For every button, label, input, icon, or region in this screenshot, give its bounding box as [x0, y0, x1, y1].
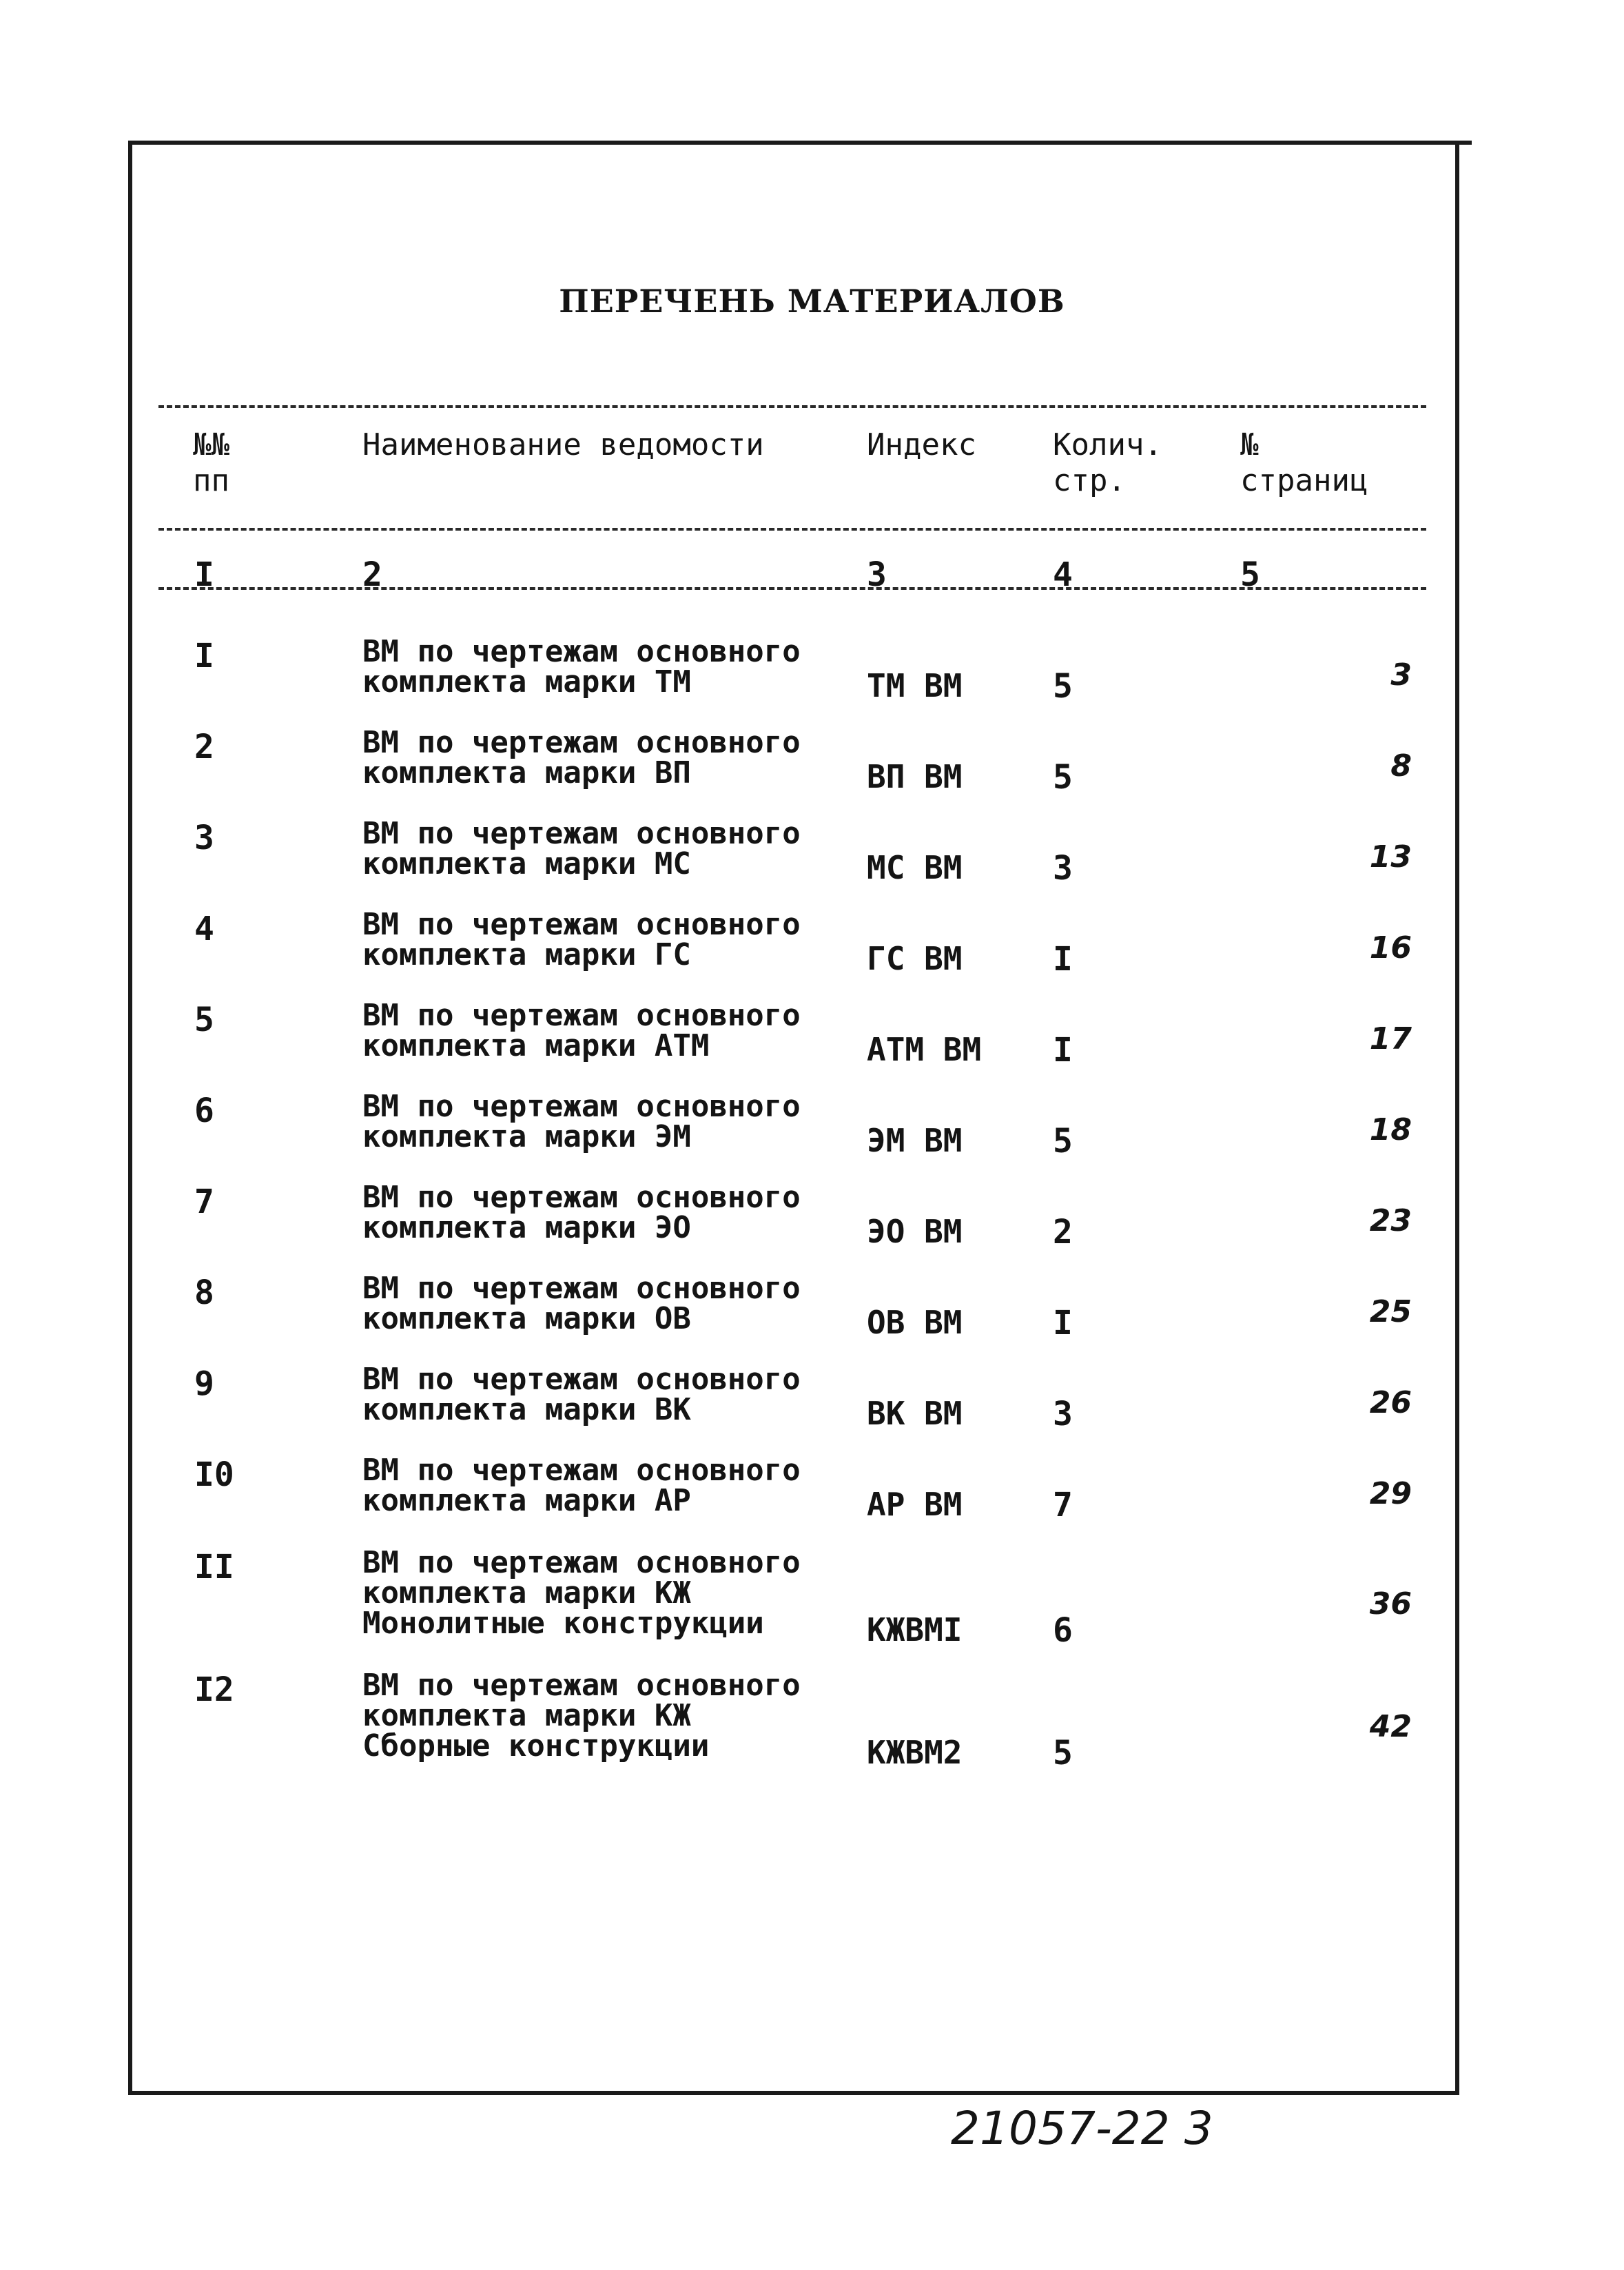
row-name-line: ВМ по чертежам основного	[362, 1545, 801, 1580]
row-index: КЖВМI	[867, 1611, 963, 1648]
col-number-3: 3	[867, 555, 887, 594]
table-row	[0, 1271, 1624, 1363]
row-name-line: комплекта марки ГС	[362, 937, 691, 972]
table-row	[0, 816, 1624, 908]
row-count: I	[1053, 940, 1073, 979]
row-name-line: ВМ по чертежам основного	[362, 1668, 801, 1703]
row-count: I	[1053, 1304, 1073, 1342]
row-name-line: комплекта марки МС	[362, 846, 691, 881]
col-header-no	[193, 427, 229, 499]
row-number: 5	[194, 1001, 214, 1039]
col-header-name: Наименование ведомости	[362, 427, 764, 462]
row-index: ВП ВМ	[867, 758, 963, 795]
table-row	[0, 1364, 1624, 1454]
row-name	[362, 1455, 845, 1516]
row-name-line: ВМ по чертежам основного	[362, 816, 801, 851]
table-row	[0, 998, 1624, 1090]
table-row	[0, 1545, 1624, 1650]
row-index: АТМ ВМ	[867, 1031, 982, 1068]
col-header-page-line1: №	[1240, 427, 1259, 462]
row-name	[362, 998, 845, 1063]
document-stamp: 21057-22 3	[951, 2102, 1213, 2155]
row-number: 3	[194, 819, 214, 857]
row-page: 13	[1369, 839, 1412, 875]
col-header-index: Индекс	[867, 427, 976, 462]
row-index: ВК ВМ	[867, 1395, 963, 1432]
table-row	[0, 725, 1624, 817]
row-count: 3	[1053, 849, 1073, 888]
row-name-line: ВМ по чертежам основного	[362, 1180, 801, 1215]
row-name-line: комплекта марки ЭМ	[362, 1119, 691, 1154]
header-bottom-rule	[158, 528, 1426, 538]
row-count: 5	[1053, 1122, 1073, 1160]
frame-corner-mark	[1459, 141, 1472, 145]
row-page: 23	[1369, 1203, 1412, 1238]
row-number: I0	[194, 1455, 234, 1494]
row-page: 8	[1390, 748, 1412, 784]
row-name	[362, 1271, 845, 1336]
row-name-line: ВМ по чертежам основного	[362, 998, 801, 1033]
row-name	[362, 1364, 845, 1425]
row-page: 42	[1369, 1709, 1412, 1744]
row-name	[362, 725, 845, 790]
row-name-line: комплекта марки ВП	[362, 755, 691, 790]
row-index: ОВ ВМ	[867, 1304, 963, 1341]
col-number-1: I	[194, 555, 214, 594]
col-header-page-line2: страниц	[1240, 463, 1368, 498]
row-page: 26	[1369, 1385, 1412, 1420]
row-name-line: комплекта марки АР	[362, 1483, 691, 1518]
row-name	[362, 634, 845, 699]
table-row	[0, 1089, 1624, 1181]
row-name-line: Монолитные конструкции	[362, 1606, 764, 1641]
row-number: 2	[194, 728, 214, 766]
row-number: 6	[194, 1092, 214, 1130]
row-name-line: комплекта марки ЭО	[362, 1210, 691, 1245]
col-header-count	[1053, 427, 1162, 499]
col-header-count-line1: Колич.	[1053, 427, 1162, 462]
row-name	[362, 1545, 845, 1641]
col-number-2: 2	[362, 555, 382, 594]
row-name	[362, 1180, 845, 1245]
row-page: 3	[1390, 657, 1412, 693]
row-count: 6	[1053, 1611, 1073, 1650]
col-header-page	[1240, 427, 1368, 499]
col-header-count-line2: стр.	[1053, 463, 1126, 498]
row-index: ГС ВМ	[867, 940, 963, 977]
row-count: 5	[1053, 1734, 1073, 1772]
row-page: 16	[1369, 930, 1412, 965]
row-name	[362, 1089, 845, 1154]
row-name-line: комплекта марки КЖ	[362, 1698, 691, 1733]
row-index: МС ВМ	[867, 849, 963, 886]
col-number-4: 4	[1053, 555, 1073, 594]
table-row	[0, 1180, 1624, 1272]
row-index: ЭМ ВМ	[867, 1122, 963, 1159]
row-name-line: ВМ по чертежам основного	[362, 1271, 801, 1306]
row-index: ТМ ВМ	[867, 667, 963, 704]
row-name-line: комплекта марки АТМ	[362, 1028, 710, 1063]
header-top-rule	[158, 405, 1426, 415]
row-count: I	[1053, 1031, 1073, 1070]
row-count: 7	[1053, 1486, 1073, 1524]
row-number: 4	[194, 910, 214, 948]
row-index: ЭО ВМ	[867, 1213, 963, 1250]
row-count: 2	[1053, 1213, 1073, 1251]
row-number: I2	[194, 1670, 234, 1709]
row-number: 9	[194, 1364, 214, 1403]
row-count: 5	[1053, 667, 1073, 706]
row-name-line: ВМ по чертежам основного	[362, 1362, 801, 1397]
row-name-line: комплекта марки ОВ	[362, 1301, 691, 1336]
row-number: II	[194, 1548, 234, 1586]
col-header-no-line1: №№	[193, 427, 229, 462]
table-row	[0, 907, 1624, 999]
row-count: 5	[1053, 758, 1073, 797]
row-name-line: ВМ по чертежам основного	[362, 1453, 801, 1488]
row-name-line: ВМ по чертежам основного	[362, 1089, 801, 1124]
row-name	[362, 1670, 845, 1761]
row-count: 3	[1053, 1395, 1073, 1433]
document-title: ПЕРЕЧЕНЬ МАТЕРИАЛОВ	[559, 283, 1065, 320]
row-name-line: комплекта марки КЖ	[362, 1575, 691, 1611]
row-number: I	[194, 637, 214, 675]
row-name-line: Сборные конструкции	[362, 1728, 710, 1763]
row-index: КЖВМ2	[867, 1734, 963, 1771]
row-page: 29	[1369, 1476, 1412, 1511]
row-name-line: ВМ по чертежам основного	[362, 907, 801, 942]
row-number: 7	[194, 1183, 214, 1221]
numbers-bottom-rule	[158, 587, 1426, 597]
row-page: 25	[1369, 1294, 1412, 1329]
row-name-line: ВМ по чертежам основного	[362, 725, 801, 760]
col-number-5: 5	[1240, 555, 1260, 594]
table-row	[0, 634, 1624, 726]
row-name-line: ВМ по чертежам основного	[362, 634, 801, 669]
row-name	[362, 816, 845, 881]
row-page: 17	[1369, 1021, 1412, 1056]
row-number: 8	[194, 1274, 214, 1312]
table-row	[0, 1455, 1624, 1545]
row-page: 36	[1369, 1586, 1412, 1622]
row-name-line: комплекта марки ТМ	[362, 664, 691, 699]
row-index: АР ВМ	[867, 1486, 963, 1523]
row-name	[362, 907, 845, 972]
col-header-no-line2: пп	[193, 463, 229, 498]
table-row	[0, 1668, 1624, 1772]
row-page: 18	[1369, 1112, 1412, 1147]
row-name-line: комплекта марки ВК	[362, 1392, 691, 1427]
